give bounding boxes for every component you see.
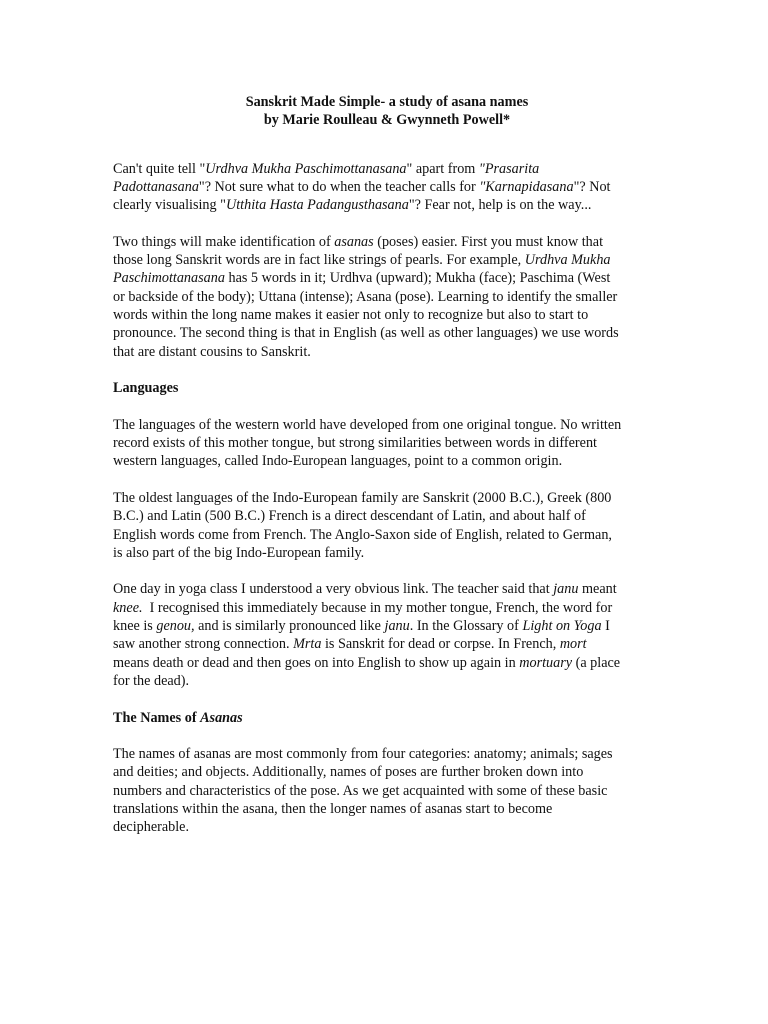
pose-name: "Karnapidasana bbox=[479, 178, 574, 195]
section-heading-names-of-asanas bbox=[113, 709, 661, 727]
intro-line-3 bbox=[113, 196, 661, 214]
intro-paragraph bbox=[113, 160, 661, 215]
paragraph-line: for the dead). bbox=[113, 672, 190, 689]
paragraph-line bbox=[113, 654, 661, 672]
paragraph-line bbox=[113, 580, 661, 598]
pose-name: Padottanasana bbox=[113, 178, 199, 195]
paragraph-line bbox=[113, 233, 661, 251]
text-run: Can't quite tell " bbox=[113, 160, 206, 177]
paragraph-line: translations within the asana, then the longer names of asanas start to become bbox=[113, 800, 553, 817]
paragraph-line: pronounce. The second thing is that in English (as well as other languages) we use words bbox=[113, 325, 619, 342]
paragraph-line bbox=[113, 251, 661, 269]
text-run: those long Sanskrit words are in fact like strings of pearls. For example, bbox=[113, 252, 525, 269]
text-run: meant bbox=[578, 581, 617, 598]
text-run: clearly visualising " bbox=[113, 197, 226, 214]
heading-text: The Names of bbox=[113, 709, 201, 726]
paragraph-line bbox=[113, 635, 661, 653]
paragraph-line: The oldest languages of the Indo-European family are Sanskrit (2000 B.C.), Greek (800 bbox=[113, 489, 612, 506]
text-run: "? Fear not, help is on the way... bbox=[408, 197, 592, 214]
title-block bbox=[113, 93, 661, 130]
languages-paragraph-1 bbox=[113, 416, 661, 471]
paragraph-line: and deities; and objects. Additionally, names of poses are further broken down into bbox=[113, 764, 584, 781]
pose-name: Utthita Hasta Padangusthasana bbox=[225, 197, 409, 214]
paragraph-line: record exists of this mother tongue, but strong similarities between words in different bbox=[113, 435, 597, 452]
identification-paragraph bbox=[113, 233, 661, 361]
paragraph-line: English words come from French. The Anglo-Saxon side of English, related to German, bbox=[113, 526, 612, 543]
paragraph-line: that are distant cousins to Sanskrit. bbox=[113, 343, 311, 360]
text-run: means death or dead and then goes on into English to show up again in bbox=[113, 654, 520, 671]
paragraph-line: western languages, called Indo-European languages, point to a common origin. bbox=[113, 453, 563, 470]
paragraph-line bbox=[113, 269, 661, 287]
document-byline: by Marie Roulleau & Gwynneth Powell* bbox=[263, 112, 511, 129]
text-run: (a place bbox=[572, 654, 621, 671]
document-page bbox=[113, 93, 661, 855]
paragraph-line: B.C.) and Latin (500 B.C.) French is a direct descendant of Latin, and about half of bbox=[113, 508, 586, 525]
section-heading-languages: Languages bbox=[113, 380, 179, 397]
text-run: Two things will make identification of bbox=[113, 233, 335, 250]
term: janu bbox=[384, 618, 410, 635]
pose-name: "Prasarita bbox=[478, 160, 540, 177]
text-run: (poses) easier. First you must know that bbox=[373, 233, 604, 250]
text-run: " apart from bbox=[406, 160, 479, 177]
term: janu bbox=[553, 581, 579, 598]
paragraph-line: words within the long name makes it easier not only to recognize but also to start to bbox=[113, 306, 589, 323]
text-run: has 5 words in it; Urdhva (upward); Mukha (face); Paschima (West bbox=[224, 270, 611, 287]
term: asanas bbox=[334, 233, 374, 250]
pose-name: Urdhva Mukha bbox=[524, 252, 611, 269]
text-run: "? Not bbox=[573, 178, 611, 195]
languages-paragraph-2 bbox=[113, 489, 661, 562]
document-title: Sanskrit Made Simple- a study of asana names bbox=[245, 94, 529, 110]
text-run: . In the Glossary of bbox=[409, 618, 523, 635]
heading-term: Asanas bbox=[200, 709, 243, 726]
text-run: I bbox=[601, 618, 610, 635]
paragraph-line bbox=[113, 599, 661, 617]
paragraph-line: is also part of the big Indo-European family. bbox=[113, 544, 365, 561]
pose-name: Paschimottanasana bbox=[113, 270, 225, 287]
intro-line-2 bbox=[113, 178, 661, 196]
intro-line-1 bbox=[113, 160, 661, 178]
text-run: knee is bbox=[113, 618, 157, 635]
text-run: I recognised this immediately because in my mother tongue, French, the word for bbox=[142, 599, 613, 616]
book-title: Light on Yoga bbox=[522, 618, 602, 635]
paragraph-line: or backside of the body); Uttana (intense); Asana (pose). Learning to identify the smaller bbox=[113, 288, 618, 305]
text-run: saw another strong connection. bbox=[113, 636, 294, 653]
paragraph-line: The names of asanas are most commonly from four categories: anatomy; animals; sages bbox=[113, 746, 613, 763]
paragraph-line: The languages of the western world have developed from one original tongue. No written bbox=[113, 416, 622, 433]
paragraph-line: decipherable. bbox=[113, 819, 190, 836]
term: genou, bbox=[156, 618, 195, 635]
pose-name: Urdhva Mukha Paschimottanasana bbox=[205, 160, 407, 177]
text-run: is Sanskrit for dead or corpse. In French, bbox=[321, 636, 560, 653]
paragraph-line bbox=[113, 617, 661, 635]
yoga-class-paragraph bbox=[113, 580, 661, 690]
term: mortuary bbox=[519, 654, 573, 671]
term: mort bbox=[559, 636, 587, 653]
text-run: "? Not sure what to do when the teacher calls for bbox=[198, 178, 480, 195]
term: Mrta bbox=[293, 636, 322, 653]
text-run: One day in yoga class I understood a very obvious link. The teacher said that bbox=[113, 581, 554, 598]
paragraph-line: numbers and characteristics of the pose. As we get acquainted with some of these basic bbox=[113, 782, 608, 799]
text-run: and is similarly pronounced like bbox=[194, 618, 385, 635]
term: knee. bbox=[113, 599, 143, 616]
names-paragraph bbox=[113, 745, 661, 836]
